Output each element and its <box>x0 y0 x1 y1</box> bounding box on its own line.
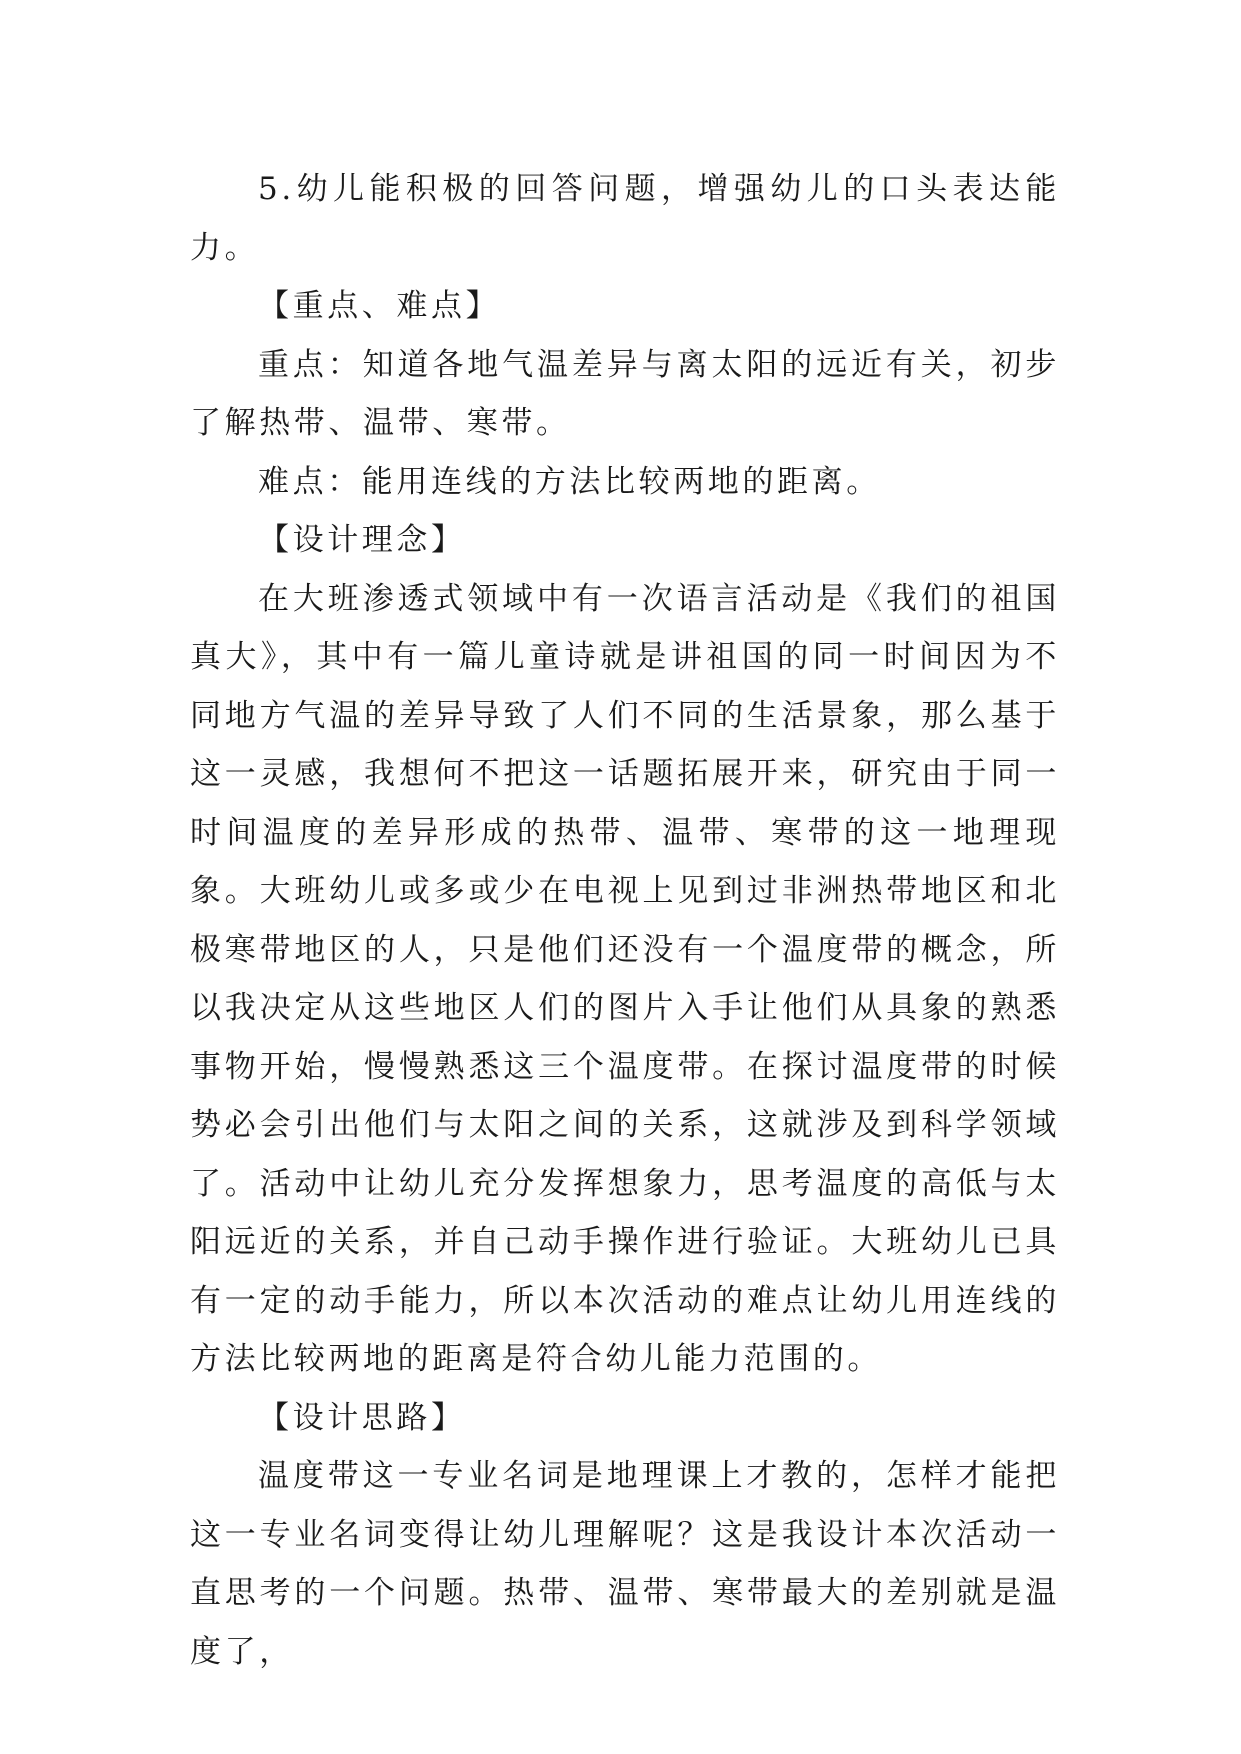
section-heading-design-concept: 【设计理念】 <box>258 522 466 558</box>
design-idea-paragraph: 温度带这一专业名词是地理课上才教的，怎样才能把这一专业名词变得让幼儿理解呢？这是我设计本次活动一直思考的一个问题。热带、温带、寒带最大的差别就是温度了， <box>190 1458 1060 1670</box>
section-heading-key-points: 【重点、难点】 <box>258 288 501 324</box>
design-concept-paragraph: 在大班渗透式领域中有一次语言活动是《我们的祖国真大》，其中有一篇儿童诗就是讲祖国的同一时间因为不同地方气温的差异导致了人们不同的生活景象，那么基于这一灵感，我想何不把这一话题拓展开来，研究由于同一时间温度的差异形成的热带、温带、寒带的这一地理现象。大班幼儿或多或少在电视上见到过非洲热带地区和北极寒带地区的人，只是他们还没有一个温度带的概念，所以我决定从这些地区人们的图片入手让他们从具象的熟悉事物开始，慢慢熟悉这三个温度带。在探讨温度带的时候势必会引出他们与太阳之间的关系，这就涉及到科学领域了。活动中让幼儿充分发挥想象力，思考温度的高低与太阳远近的关系，并自己动手操作进行验证。大班幼儿已具有一定的动手能力，所以本次活动的难点让幼儿用连线的方法比较两地的距离是符合幼儿能力范围的。 <box>190 580 1060 1377</box>
key-point-paragraph: 重点：知道各地气温差异与离太阳的远近有关，初步了解热带、温带、寒带。 <box>190 346 1060 441</box>
objective-item-5: 5.幼儿能积极的回答问题，增强幼儿的口头表达能力。 <box>190 171 1060 266</box>
document-body <box>190 160 1060 1681</box>
difficulty-paragraph: 难点：能用连线的方法比较两地的距离。 <box>258 463 881 500</box>
section-heading-design-idea: 【设计思路】 <box>258 1399 466 1436</box>
